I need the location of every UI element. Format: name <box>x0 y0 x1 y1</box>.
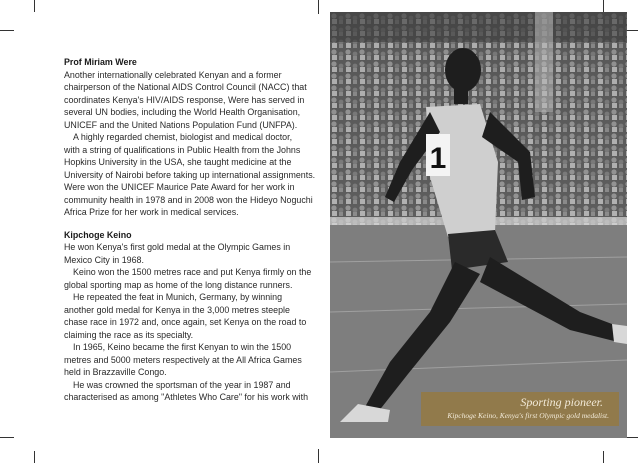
para-line: community health in 1978 and in 2008 won the Hideyo Noguchi <box>64 194 313 205</box>
section-gap <box>64 219 322 229</box>
para-line: coordinates Kenya's HIV/AIDS response, Were has served in <box>64 94 305 105</box>
para-line: In 1965, Keino became the first Kenyan to win the 1500 <box>73 342 292 352</box>
caption-title: Sporting pioneer. <box>520 395 603 409</box>
para-line: He won Kenya's first gold medal at the Olympic Games in <box>64 242 291 252</box>
bib-number: 1 <box>429 142 447 175</box>
para-line: claiming the race as its specialty. <box>64 329 194 340</box>
runner-photo-illustration <box>330 12 627 438</box>
section-heading-miriam-were: Prof Miriam Were <box>64 57 137 67</box>
para-line: Africa Prize for her work in medical services. <box>64 207 239 217</box>
crop-mark-bl-h <box>0 437 14 438</box>
para-line: UNICEF and the United Nations Population Fund (UNFPA). <box>64 119 298 130</box>
para-line: He repeated the feat in Munich, Germany, by winning <box>73 292 283 302</box>
crop-mark-tr-v <box>603 0 604 12</box>
para-line: global sporting map as home of the long distance runners. <box>64 279 293 290</box>
text-column <box>64 56 322 404</box>
para-line: University of Nairobi before taking up international assignments. <box>64 169 316 180</box>
para-line: He was crowned the sportsman of the year in 1987 and <box>73 379 291 390</box>
photo-caption <box>421 392 619 426</box>
crop-mark-center-bottom <box>318 449 319 463</box>
crop-mark-center-top <box>318 0 319 14</box>
para-line: held in Brazzaville Congo. <box>64 367 167 377</box>
crop-mark-tl-v <box>34 0 35 12</box>
para-line: Another internationally celebrated Kenyan and a former <box>64 69 282 80</box>
crop-mark-br-v <box>603 451 604 463</box>
para-line: Hopkins University in the USA, she taught medicine at the <box>64 157 292 167</box>
para-line: characterised as among "Athletes Who Care" for his work with <box>64 392 309 402</box>
caption-subtitle: Kipchoge Keino, Kenya's first Olympic gold medalist. <box>447 411 609 420</box>
para-line: Were won the UNICEF Maurice Pate Award for her work in <box>64 182 295 192</box>
section-heading-kipchoge-keino: Kipchoge Keino <box>64 229 132 240</box>
para-line: with a string of qualifications in Public Health from the Johns <box>64 144 301 155</box>
para-line: chairperson of the National AIDS Control Council (NACC) that <box>64 82 307 92</box>
runner-photo <box>330 12 627 438</box>
para-line: A highly regarded chemist, biologist and medical doctor, <box>73 132 293 142</box>
para-line: another gold medal for Kenya in the 3,000 metres steeple <box>64 304 290 315</box>
crop-mark-tl-h <box>0 30 14 31</box>
para-line: chase race in 1972 and, once again, set Kenya on the road to <box>64 317 307 327</box>
para-line: metres and 5000 meters respectively at the All Africa Games <box>64 354 302 365</box>
para-line: Keino won the 1500 metres race and put Kenya firmly on the <box>73 267 312 277</box>
crop-mark-bl-v <box>34 451 35 463</box>
para-line: several UN bodies, including the World Health Organisation, <box>64 107 301 117</box>
para-line: Mexico City in 1968. <box>64 254 144 265</box>
